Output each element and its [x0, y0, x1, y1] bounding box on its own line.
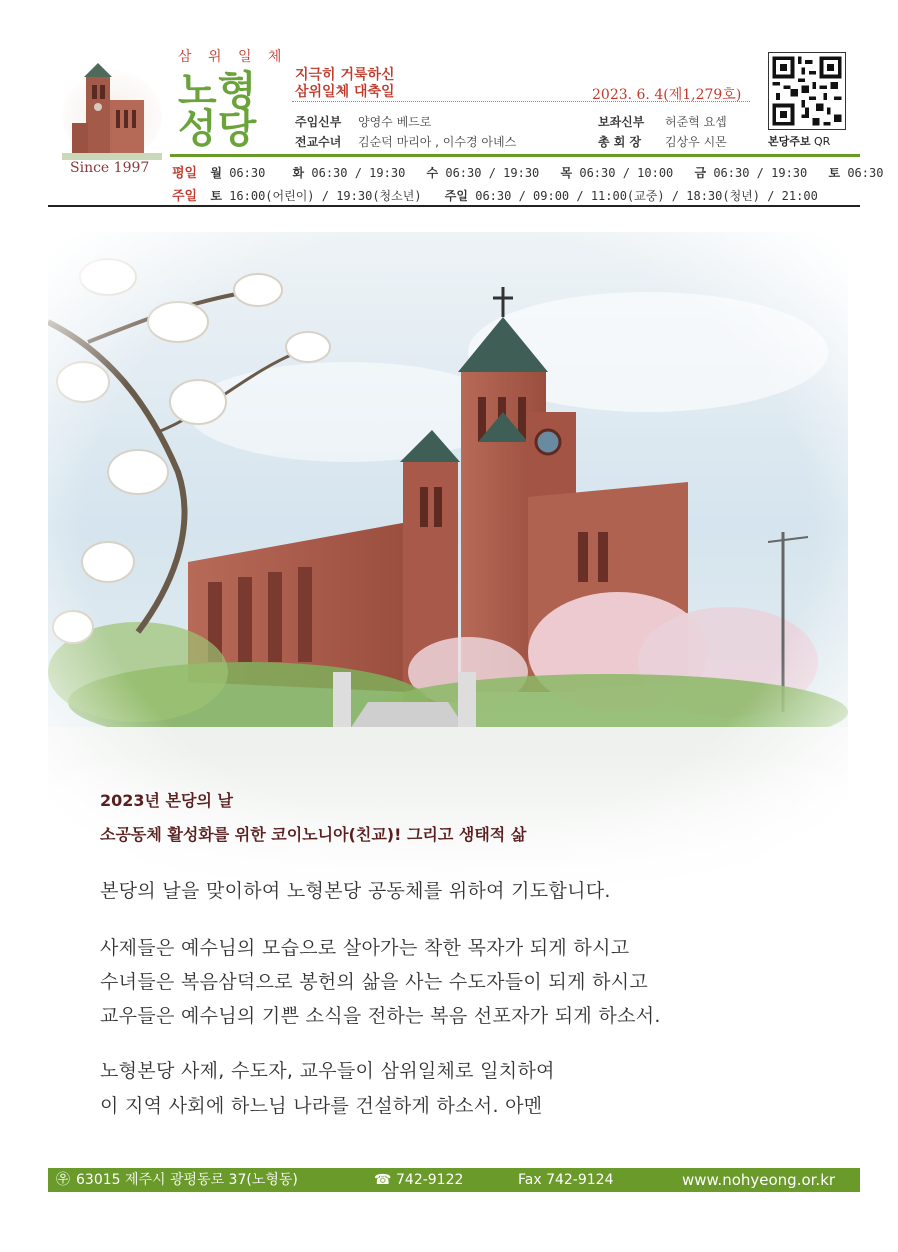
assistant-role: 보좌신부 — [598, 115, 645, 129]
pastor-role: 주임신부 — [295, 115, 342, 129]
fax-number: Fax 742-9124 — [518, 1172, 614, 1188]
phone-icon: ☎ — [374, 1172, 392, 1188]
prayer-line: 사제들은 예수님의 모습으로 살아가는 착한 목자가 되게 하시고 — [100, 937, 630, 959]
sunday-mass-row: 주일 토 16:00(어린이) / 19:30(청소년) 주일 06:30 / 09:00 / 11:00(교중) / 18:30(청년) / 21:00 — [172, 189, 818, 204]
feast-title-line1: 지극히 거룩하신 — [295, 67, 395, 83]
postal-icon: ㉾ — [56, 1172, 70, 1188]
weekday-mass-row: 평일 월 06:30 화 06:30 / 19:30 수 06:30 / 19:30 목 06:30 / 10:00 금 06:30 / 19:30 토 06:30 — [172, 166, 884, 181]
prayer-line: 이 지역 사회에 하느님 나라를 건설하게 하소서. 아멘 — [100, 1095, 543, 1117]
phone-number[interactable]: 742-9122 — [396, 1172, 464, 1188]
pastor-name: 양영수 베드로 — [358, 115, 432, 129]
church-tower-logo-image — [62, 55, 162, 160]
assistant-name: 허준혁 요셉 — [665, 115, 727, 129]
address: 63015 제주시 광평동로 37(노형동) — [76, 1172, 298, 1188]
council-name: 김상우 시몬 — [665, 135, 727, 149]
prayer-line: 본당의 날을 맞이하여 노형본당 공동체를 위하여 기도합니다. — [100, 880, 611, 902]
sister-name: 김순덕 마리아 , 이수경 아녜스 — [358, 135, 517, 149]
header-divider — [292, 101, 750, 102]
org-tagline: 삼 위 일 체 — [178, 49, 288, 65]
website-link[interactable]: www.nohyeong.or.kr — [682, 1171, 836, 1189]
logo-wordmark-line2: 성당 — [178, 106, 258, 152]
sister-role: 전교수녀 — [295, 135, 342, 149]
qr-label: 본당주보 QR — [768, 135, 831, 148]
theme-heading: 소공동체 활성화를 위한 코이노니아(친교)! 그리고 생태적 삶 — [100, 825, 527, 844]
prayer-line: 노형본당 사제, 수도자, 교우들이 삼위일체로 일치하여 — [100, 1060, 555, 1082]
feast-title-line2: 삼위일체 대축일 — [295, 84, 395, 100]
prayer-line: 교우들은 예수님의 기쁜 소식을 전하는 복음 선포자가 되게 하소서. — [100, 1005, 661, 1027]
main-heading: 2023년 본당의 날 — [100, 791, 233, 810]
header-green-rule — [170, 154, 860, 157]
footer-bar — [48, 1168, 860, 1192]
weekday-label: 평일 — [172, 166, 198, 181]
logo-wordmark-line1: 노형 — [178, 68, 258, 114]
since-year: Since 1997 — [70, 160, 150, 176]
qr-code[interactable] — [768, 52, 846, 130]
issue-date: 2023. 6. 4(제1,279호) — [592, 87, 742, 103]
header-bottom-rule — [48, 205, 860, 207]
prayer-line: 수녀들은 복음삼덕으로 봉헌의 삶을 사는 수도자들이 되게 하시고 — [100, 971, 649, 993]
council-role: 총 회 장 — [598, 135, 642, 149]
sunday-label: 주일 — [172, 189, 198, 204]
